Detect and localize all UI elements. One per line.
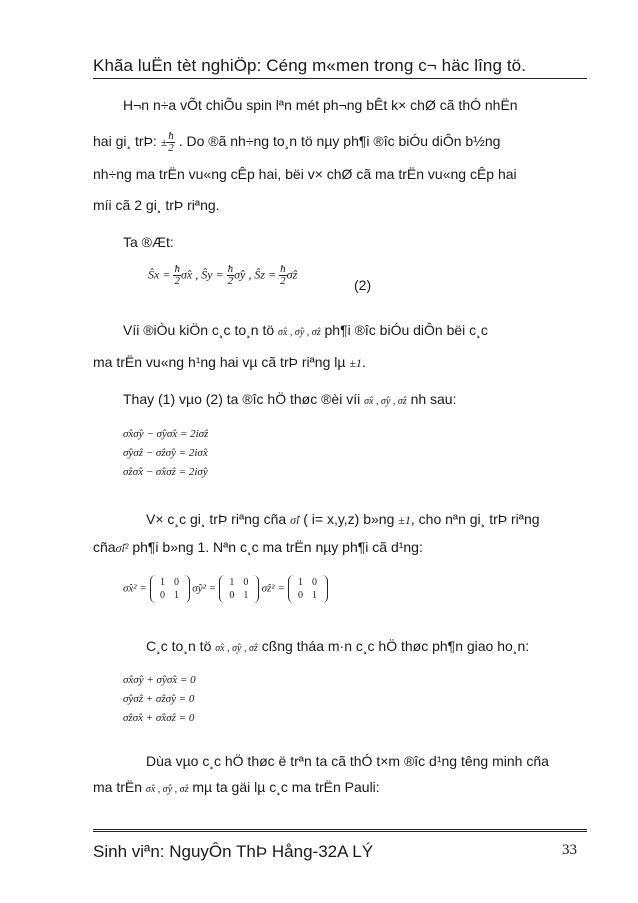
commutator-xy: σ̂xσ̂y − σ̂yσ̂x = 2iσ̂z xyxy=(123,428,209,440)
plus-minus: ± xyxy=(160,135,168,150)
para1-line1: H¬n n÷a vÕt chiÕu spin lªn mét ph¬ng bÊt k× chØ cã thÓ nhËn xyxy=(123,97,518,113)
para4-line2 xyxy=(93,538,423,557)
hbar-over-two xyxy=(167,131,175,154)
plus-minus-one: ±1 xyxy=(398,513,411,527)
para6-line2a: ma trËn xyxy=(93,779,143,795)
sigma-list: σ̂x , σ̂y , σ̂z xyxy=(145,784,189,795)
header-rule xyxy=(93,78,587,79)
m21: 0 xyxy=(229,590,235,601)
squares-row xyxy=(123,575,328,603)
para5-line1 xyxy=(146,637,529,658)
identity-matrix xyxy=(288,575,328,603)
para4-line2a: cña xyxy=(93,539,116,555)
sigma-y-squared: σ̂y² = xyxy=(192,582,217,595)
para6-line1: Dùa vµo c¸c hÖ thøc ë trªn ta cã thÓ t×m ®îc d¹ng têng minh cña xyxy=(146,753,549,769)
page-number: 33 xyxy=(562,842,577,858)
s-x: Ŝx = xyxy=(148,267,171,282)
equation-label: (2) xyxy=(354,277,372,293)
m22: 1 xyxy=(312,590,317,601)
para2-line1 xyxy=(123,321,488,342)
para5-line1a: C¸c to¸n tö xyxy=(146,638,212,654)
para3-line1 xyxy=(123,390,457,411)
two: 2 xyxy=(280,275,286,287)
para4-line2b: ph¶i b»ng 1. Nªn c¸c ma trËn nµy ph¶i cã d¹ng: xyxy=(132,539,423,555)
period: . xyxy=(361,354,366,370)
m11: 1 xyxy=(298,577,303,588)
anticommutator-xy: σ̂xσ̂y + σ̂yσ̂x = 0 xyxy=(123,674,196,686)
footer-author: Sinh viªn: NguyÔn ThÞ Hång-32A LÝ xyxy=(93,842,374,861)
plus-minus-one: ±1 xyxy=(349,356,362,370)
para2-line2 xyxy=(93,353,366,372)
equation-2 xyxy=(148,264,297,287)
sigma-list: σ̂x , σ̂y , σ̂z xyxy=(278,327,321,338)
m21: 0 xyxy=(298,590,303,601)
hbar-over-two-x xyxy=(173,264,181,287)
m22: 1 xyxy=(243,590,249,601)
hbar: ħ xyxy=(227,263,234,275)
sigma-list: σ̂x , σ̂y , σ̂z xyxy=(215,643,258,654)
para4-line1a: V× c¸c gi¸ trÞ riªng cña xyxy=(146,511,287,527)
s-y: , Ŝy = xyxy=(195,267,224,282)
para2-line2a: ma trËn vu«ng h¹ng hai vµ cã trÞ riªng lµ xyxy=(93,354,346,370)
two: 2 xyxy=(174,275,180,287)
hbar: ħ xyxy=(168,130,174,142)
para1-line2a: hai gi¸ trÞ: xyxy=(93,133,157,150)
sigma-i-squared: σ̂i² xyxy=(115,541,129,555)
sigma-list: σ̂x , σ̂y , σ̂z xyxy=(364,396,407,407)
s-z: , Ŝz = xyxy=(248,267,277,282)
para2-line1b: ph¶i ®îc biÓu diÔn bëi c¸c xyxy=(324,322,488,338)
sigma-i: σ̂i xyxy=(290,513,300,527)
hbar: ħ xyxy=(174,263,180,275)
footer-rule xyxy=(93,829,587,832)
para4-line1c: , cho nªn gi¸ trÞ riªng xyxy=(410,511,540,527)
para6-line2b: mµ ta gäi lµ c¸c ma trËn Pauli: xyxy=(192,779,380,795)
anticommutator-zx: σ̂zσ̂x + σ̂xσ̂z = 0 xyxy=(123,712,195,724)
m21: 0 xyxy=(160,590,166,601)
para1-line4: míi cã 2 gi¸ trÞ riªng. xyxy=(93,197,220,213)
commutator-yz: σ̂yσ̂z − σ̂zσ̂y = 2iσ̂x xyxy=(123,447,208,459)
anticommutator-yz: σ̂yσ̂z + σ̂zσ̂y = 0 xyxy=(123,693,195,705)
page-header: Khãa luËn tèt nghiÖp: Céng m«men trong c¬ häc lîng tö. xyxy=(93,56,527,75)
hbar-over-two-z xyxy=(279,264,287,287)
identity-matrix xyxy=(219,575,259,603)
para4-line1b: ( i= x,y,z) b»ng xyxy=(303,511,395,527)
sigma-x-squared: σ̂x² = xyxy=(123,582,147,595)
sigma-z: σ̂z xyxy=(286,267,298,282)
para6-line2 xyxy=(93,778,380,799)
commutator-zx: σ̂zσ̂x − σ̂xσ̂z = 2iσ̂y xyxy=(123,466,208,478)
para1-line2b: . Do ®ã nh÷ng to¸n tö nµy ph¶i ®îc biÓu diÔn b½ng xyxy=(178,133,501,150)
para3-line1b: nh sau: xyxy=(410,391,457,407)
m11: 1 xyxy=(229,577,235,588)
para1-line3: nh÷ng ma trËn vu«ng cÊp hai, bëi v× chØ cã ma trËn vu«ng cÊp hai xyxy=(93,166,517,182)
para3-line1a: Thay (1) vµo (2) ta ®îc hÖ thøc ®èi víi xyxy=(123,391,361,407)
para5-line1b: cßng tháa m·n c¸c hÖ thøc ph¶n giao ho¸n: xyxy=(261,638,530,654)
m22: 1 xyxy=(174,590,180,601)
m12: 0 xyxy=(243,577,249,588)
hbar-over-two-y xyxy=(227,264,235,287)
hbar: ħ xyxy=(280,263,286,275)
two: 2 xyxy=(168,142,174,154)
m12: 0 xyxy=(174,577,180,588)
sigma-z-squared: σ̂z² = xyxy=(261,582,285,595)
sigma-x: σ̂x xyxy=(180,267,193,282)
two: 2 xyxy=(227,275,234,287)
m12: 0 xyxy=(312,577,317,588)
para2-line1a: Víi ®iÒu kiÖn c¸c to¸n tö xyxy=(123,322,275,338)
m11: 1 xyxy=(160,577,166,588)
identity-matrix xyxy=(150,575,190,603)
para1-line2 xyxy=(93,131,500,154)
ta-dat: Ta ®Æt: xyxy=(123,234,174,250)
sigma-y: σ̂y xyxy=(234,267,246,282)
para4-line1 xyxy=(146,510,540,529)
